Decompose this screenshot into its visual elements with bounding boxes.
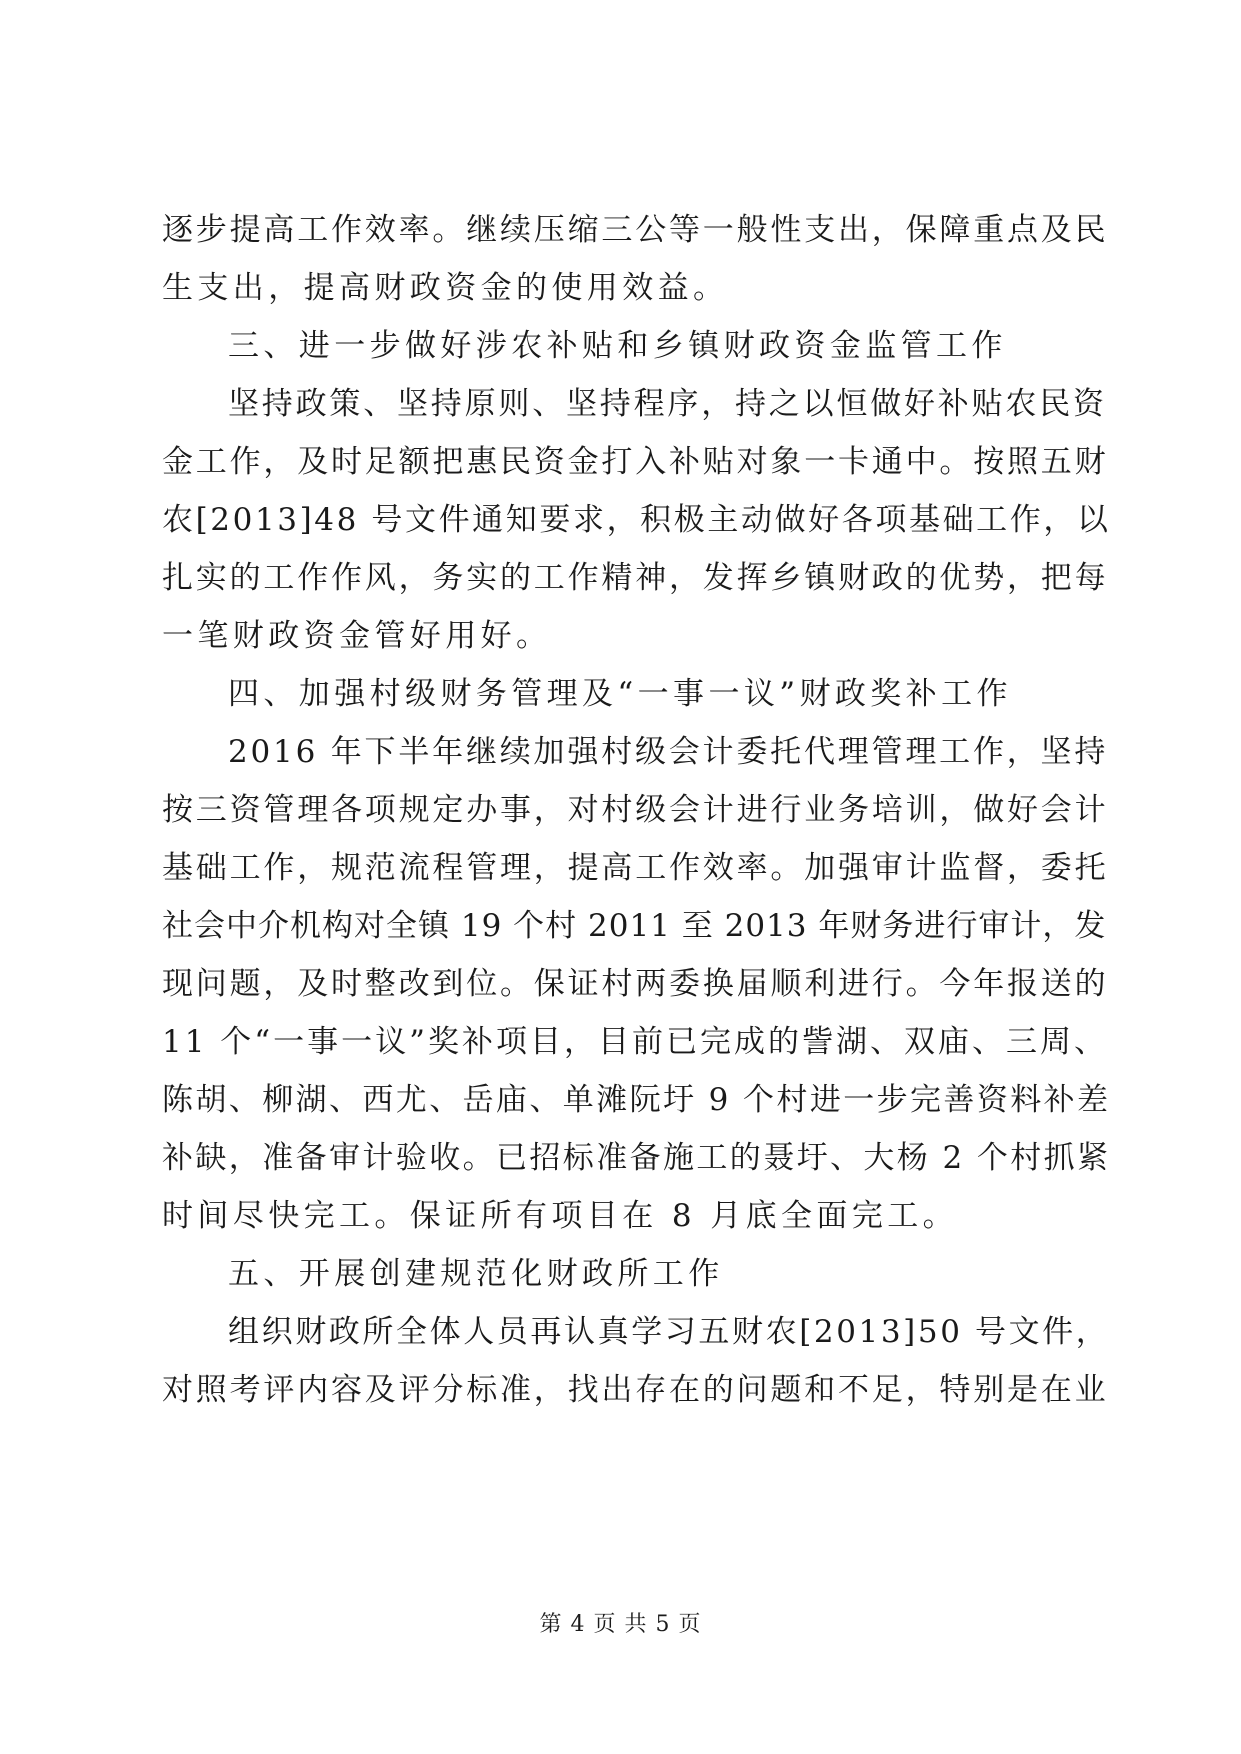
- body-line: 扎实的工作作风，务实的工作精神，发挥乡镇财政的优势，把每: [162, 560, 1109, 596]
- body-line: 2016 年下半年继续加强村级会计委托代理管理工作，坚持: [228, 734, 1109, 770]
- body-line: 坚持政策、坚持原则、坚持程序，持之以恒做好补贴农民资: [228, 386, 1107, 422]
- body-line: 组织财政所全体人员再认真学习五财农[2013]50 号文件，: [228, 1314, 1110, 1350]
- section-heading-4: 四、加强村级财务管理及“一事一议”财政奖补工作: [228, 676, 1012, 712]
- body-line: 农[2013]48 号文件通知要求，积极主动做好各项基础工作，以: [162, 502, 1111, 538]
- body-line: 一笔财政资金管好用好。: [162, 618, 552, 654]
- body-line: 补缺，准备审计验收。已招标准备施工的聂圩、大杨 2 个村抓紧: [162, 1140, 1111, 1176]
- body-line: 对照考评内容及评分标准，找出存在的问题和不足，特别是在业: [162, 1372, 1109, 1408]
- body-line: 逐步提高工作效率。继续压缩三公等一般性支出，保障重点及民: [162, 212, 1109, 248]
- body-line: 社会中介机构对全镇 19 个村 2011 至 2013 年财务进行审计，发: [162, 908, 1107, 944]
- page-number-footer: 第 4 页 共 5 页: [539, 1612, 702, 1637]
- section-heading-3: 三、进一步做好涉农补贴和乡镇财政资金监管工作: [228, 328, 1007, 364]
- body-line: 陈胡、柳湖、西尤、岳庙、单滩阮圩 9 个村进一步完善资料补差: [162, 1082, 1111, 1118]
- body-line: 基础工作，规范流程管理，提高工作效率。加强审计监督，委托: [162, 850, 1109, 886]
- body-line: 时间尽快完工。保证所有项目在 8 月底全面完工。: [162, 1198, 959, 1234]
- body-line: 现问题，及时整改到位。保证村两委换届顺利进行。今年报送的: [162, 966, 1109, 1002]
- body-line: 金工作，及时足额把惠民资金打入补贴对象一卡通中。按照五财: [162, 444, 1109, 480]
- section-heading-5: 五、开展创建规范化财政所工作: [228, 1256, 724, 1292]
- body-line: 生支出，提高财政资金的使用效益。: [162, 270, 729, 306]
- body-line: 按三资管理各项规定办事，对村级会计进行业务培训，做好会计: [162, 792, 1109, 828]
- body-line: 11 个“一事一议”奖补项目，目前已完成的訾湖、双庙、三周、: [162, 1024, 1108, 1060]
